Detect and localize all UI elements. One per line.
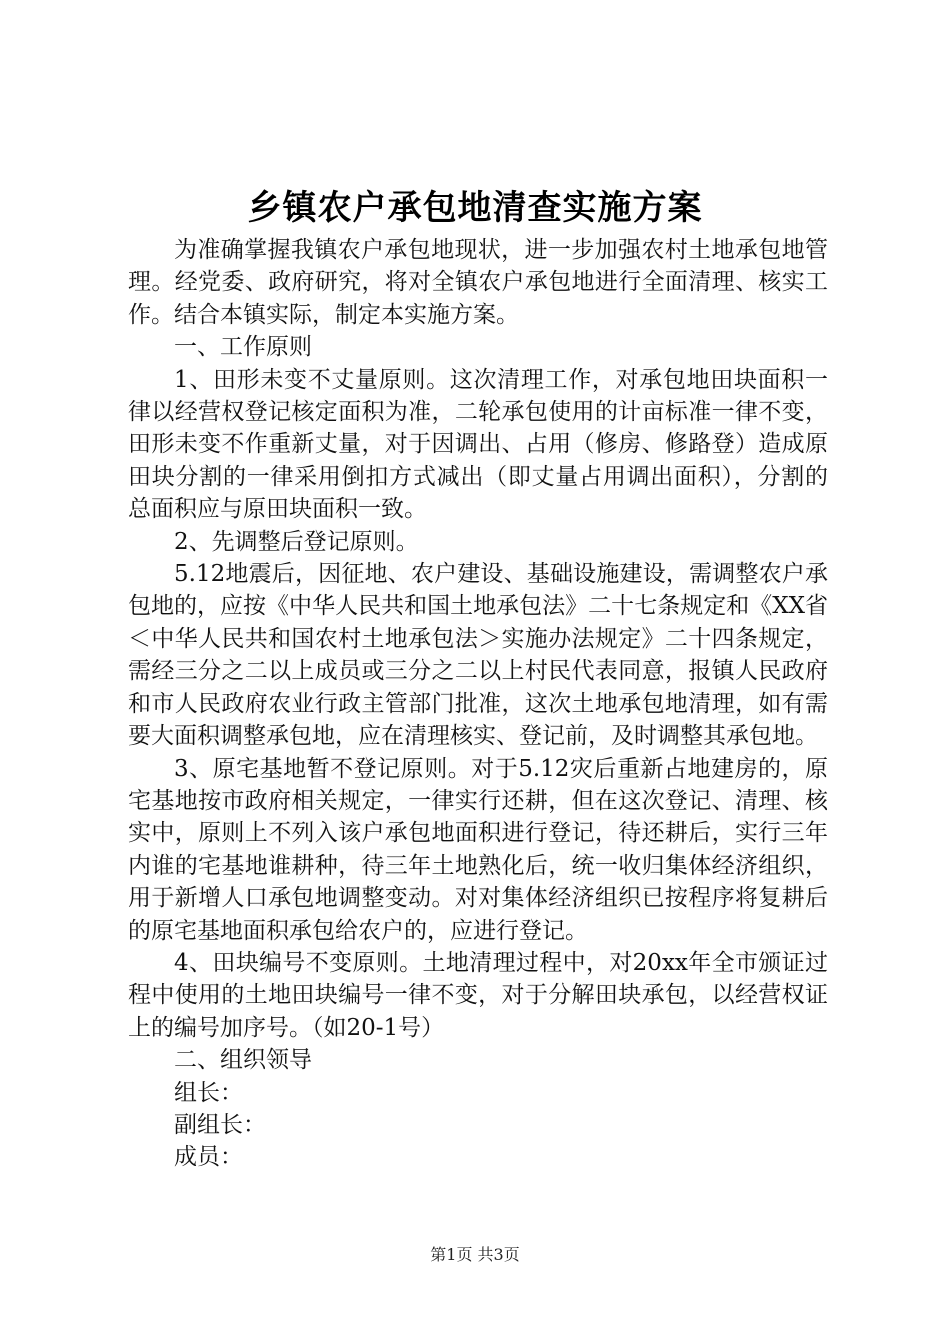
page-footer: 第1页 共3页	[430, 1245, 520, 1264]
principle-4-paragraph: 4、田块编号不变原则。土地清理过程中，对20xx年全市颁证过程中使用的土地田块编号一律不变，对于分解田块承包，以经营权证上的编号加序号。（如20-1号）	[128, 949, 828, 1041]
principle-3-paragraph: 3、原宅基地暂不登记原则。对于5.12灾后重新占地建房的，原宅基地按市政府相关规定，一律实行还耕，但在这次登记、清理、核实中，原则上不列入该户承包地面积进行登记，待还耕后，实行三年内谁的宅基地谁耕种，待三年土地熟化后，统一收归集体经济组织，用于新增人口承包地调整变动。对对集体经济组织已按程序将复耕后的原宅基地面积承包给农户的，应进行登记。	[128, 755, 828, 944]
section-heading-principles: 一、工作原则	[174, 334, 312, 361]
principle-2-paragraph: 5.12地震后，因征地、农户建设、基础设施建设，需调整农户承包地的，应按《中华人民共和国土地承包法》二十七条规定和《XX省＜中华人民共和国农村土地承包法＞实施办法规定》二十四条规定，需经三分之二以上成员或三分之二以上村民代表同意，报镇人民政府和市人民政府农业行政主管部门批准，这次土地承包地清理，如有需要大面积调整承包地，应在清理核实、登记前，及时调整其承包地。	[128, 561, 828, 750]
intro-paragraph: 为准确掌握我镇农户承包地现状，进一步加强农村土地承包地管理。经党委、政府研究，将对全镇农户承包地进行全面清理、核实工作。结合本镇实际，制定本实施方案。	[128, 237, 828, 328]
principle-2-heading: 2、先调整后登记原则。	[174, 528, 419, 555]
principle-1-paragraph: 1、田形未变不丈量原则。这次清理工作，对承包地田块面积一律以经营权登记核定面积为准，二轮承包使用的计亩标准一律不变，田形未变不作重新丈量，对于因调出、占用（修房、修路登）造成原田块分割的一律采用倒扣方式减出（即丈量占用调出面积），分割的总面积应与原田块面积一致。	[128, 366, 828, 523]
deputy-leader-line: 副组长：	[174, 1111, 266, 1138]
document-title: 乡镇农户承包地清查实施方案	[247, 188, 703, 228]
members-line: 成员：	[174, 1144, 243, 1171]
team-leader-line: 组长：	[174, 1079, 243, 1106]
document-body	[128, 234, 828, 1174]
section-heading-organization: 二、组织领导	[174, 1047, 312, 1074]
